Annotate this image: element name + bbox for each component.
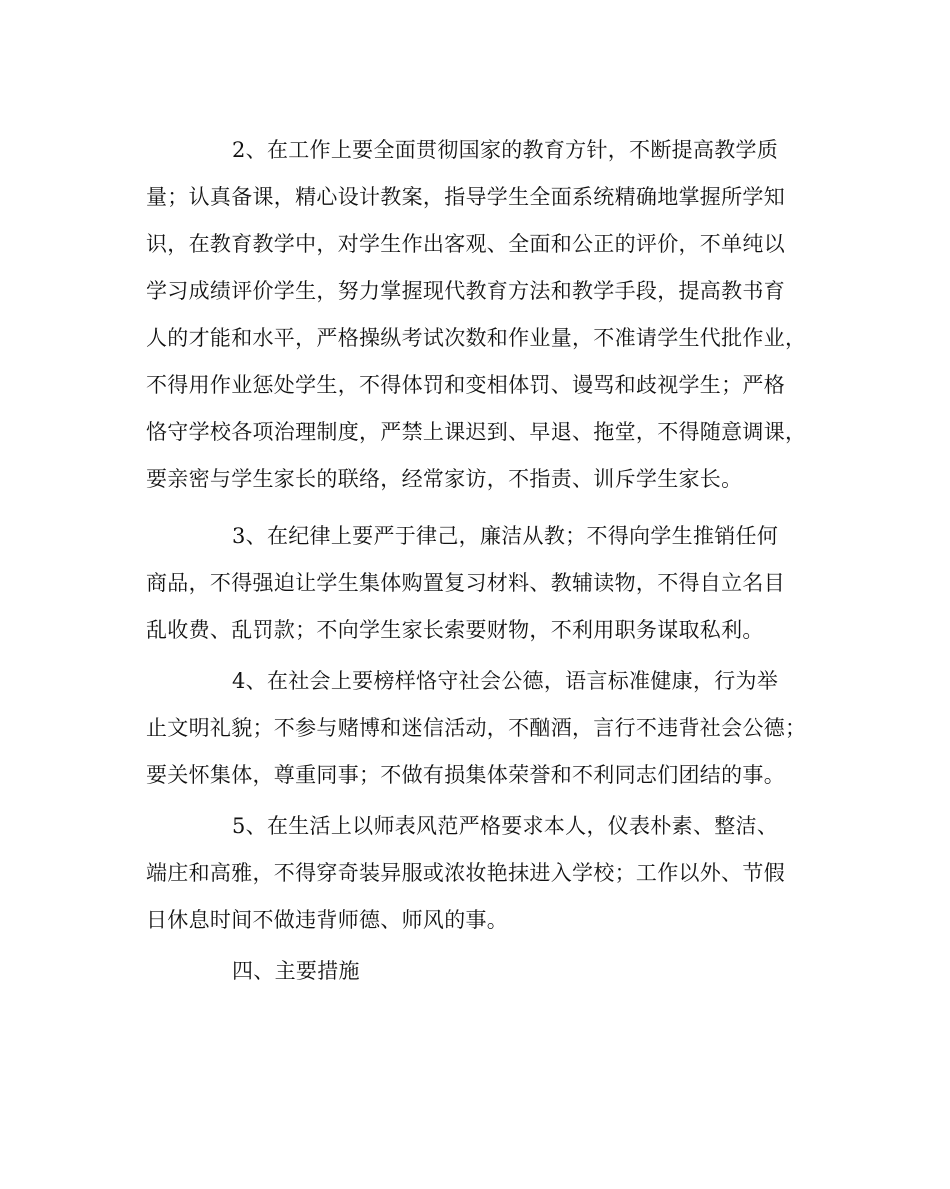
paragraph-3-line-1: 3、在纪律上要严于律己，廉洁从教；不得向学生推销任何 <box>232 524 779 548</box>
paragraph-4-line-2: 止文明礼貌；不参与赌博和迷信活动，不酗酒，言行不违背社会公德； <box>146 716 807 740</box>
paragraph-2-line-8: 要亲密与学生家长的联络，经常家访，不指责、训斥学生家长。 <box>146 467 743 491</box>
paragraph-2-line-4: 学习成绩评价学生，努力掌握现代教育方法和教学手段，提高教书育 <box>146 279 785 303</box>
paragraph-4-line-3: 要关怀集体，尊重同事；不做有损集体荣誉和不利同志们团结的事。 <box>146 763 785 787</box>
paragraph-3-line-2: 商品，不得强迫让学生集体购置复习材料、教辅读物，不得自立名目 <box>146 571 785 595</box>
paragraph-5-line-1: 5、在生活上以师表风范严格要求本人，仪表朴素、整洁、 <box>232 814 779 838</box>
paragraph-2-line-6: 不得用作业惩处学生，不得体罚和变相体罚、谩骂和歧视学生；严格 <box>146 373 785 397</box>
paragraph-5-line-3: 日休息时间不做违背师德、师风的事。 <box>146 908 509 932</box>
paragraph-2-line-7: 恪守学校各项治理制度，严禁上课迟到、早退、拖堂，不得随意调课， <box>146 420 807 444</box>
section-heading-main-measures: 四、主要措施 <box>232 959 360 983</box>
paragraph-2-line-3: 识，在教育教学中，对学生作出客观、全面和公正的评价，不单纯以 <box>146 232 785 256</box>
paragraph-5-line-2: 端庄和高雅，不得穿奇装异服或浓妆艳抹进入学校；工作以外、节假 <box>146 861 785 885</box>
paragraph-2-line-2: 量；认真备课，精心设计教案，指导学生全面系统精确地掌握所学知 <box>146 185 785 209</box>
paragraph-2-line-5: 人的才能和水平，严格操纵考试次数和作业量，不准请学生代批作业， <box>146 326 807 350</box>
paragraph-3-line-3: 乱收费、乱罚款；不向学生家长索要财物，不利用职务谋取私利。 <box>146 618 764 642</box>
paragraph-2-line-1: 2、在工作上要全面贯彻国家的教育方针，不断提高教学质 <box>232 138 779 162</box>
paragraph-4-line-1: 4、在社会上要榜样恪守社会公德，语言标准健康，行为举 <box>232 669 779 693</box>
